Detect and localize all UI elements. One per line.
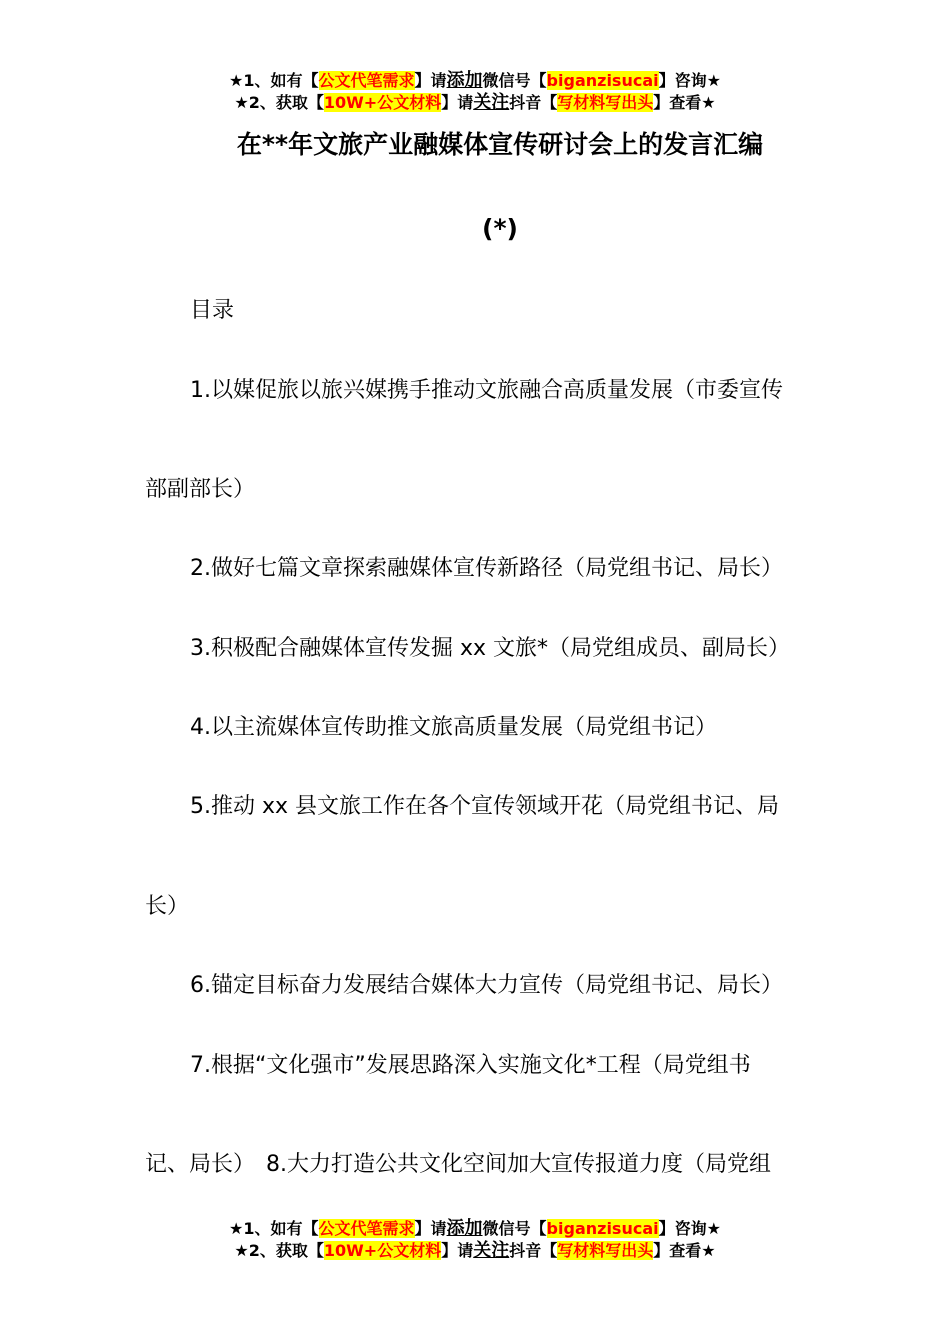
toc-line: 长） [145,894,190,919]
banner-line-1: ★1、如有【公文代笔需求】请添加微信号【biganzisucai】咨询★ [229,1218,721,1239]
toc-line: 2.做好七篇文章探索融媒体宣传新路径（局党组书记、局长） [190,556,783,581]
toc-line: 3.积极配合融媒体宣传发掘 xx 文旅*（局党组成员、副局长） [190,636,791,661]
header-banner [0,70,950,114]
banner-line-1: ★1、如有【公文代笔需求】请添加微信号【biganzisucai】咨询★ [229,70,721,91]
toc-line: 4.以主流媒体宣传助推文旅高质量发展（局党组书记） [190,715,717,740]
toc-line: 5.推动 xx 县文旅工作在各个宣传领域开花（局党组书记、局 [190,794,780,819]
banner-line-2: ★2、获取【10W+公文材料】请关注抖音【写材料写出头】查看★ [234,1240,716,1261]
footer-banner [0,1218,950,1262]
toc-line: 部副部长） [145,477,256,502]
toc-line: 1.以媒促旅以旅兴媒携手推动文旅融合高质量发展（市委宣传 [190,378,783,403]
toc-heading: 目录 [190,298,235,323]
toc-line: 7.根据“文化强市”发展思路深入实施文化*工程（局党组书 [190,1053,751,1078]
toc-line: 6.锚定目标奋力发展结合媒体大力宣传（局党组书记、局长） [190,973,783,998]
banner-line-2: ★2、获取【10W+公文材料】请关注抖音【写材料写出头】查看★ [234,92,716,113]
document-subtitle: (*) [482,214,518,243]
document-title: 在**年文旅产业融媒体宣传研讨会上的发言汇编 [236,130,764,159]
toc-line: 记、局长） 8.大力打造公共文化空间加大宣传报道力度（局党组 [145,1152,771,1177]
